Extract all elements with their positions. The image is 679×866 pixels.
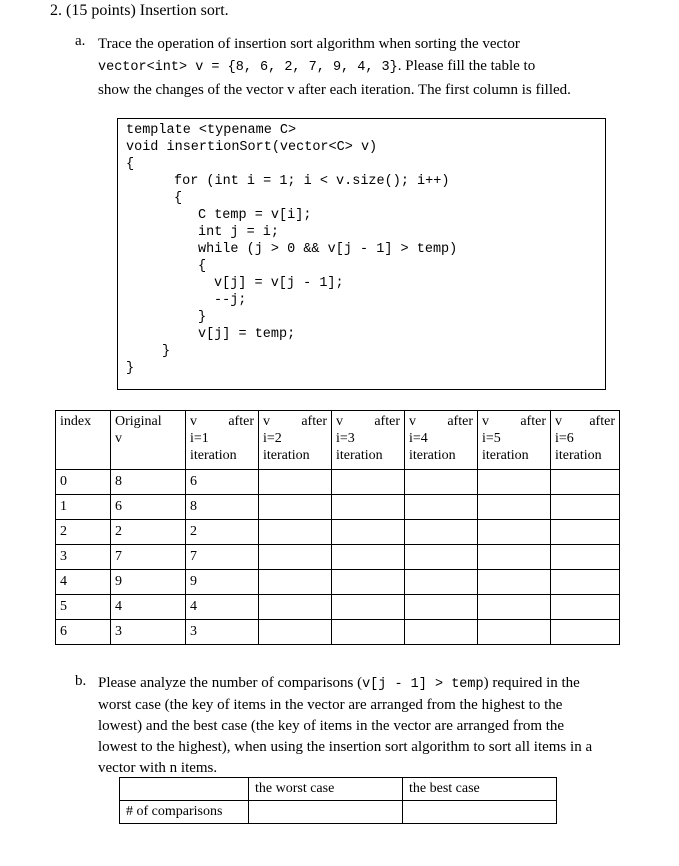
answer-cell[interactable]: [332, 520, 405, 545]
part-a-vector-code: vector<int> v = {8, 6, 2, 7, 9, 4, 3}: [98, 60, 398, 75]
index-cell: 1: [56, 495, 111, 520]
answer-cell[interactable]: [551, 570, 620, 595]
table-row: [56, 545, 620, 570]
code-line: while (j > 0 && v[j - 1] > temp): [198, 242, 458, 257]
answer-cell[interactable]: [405, 545, 478, 570]
code-line: for (int i = 1; i < v.size(); i++): [174, 174, 450, 189]
answer-cell[interactable]: [259, 620, 332, 645]
answer-cell[interactable]: [551, 545, 620, 570]
code-line: --j;: [214, 293, 247, 308]
answer-cell[interactable]: [259, 570, 332, 595]
part-b-text-2: ) required in the: [483, 675, 580, 691]
trace-header-row: [56, 411, 620, 470]
header-iter-6: v after i=6 iteration: [551, 411, 620, 470]
worst-case-header: the worst case: [249, 778, 403, 801]
code-line: {: [126, 157, 135, 172]
header-iter-2: v after i=2 iteration: [259, 411, 332, 470]
comparison-corner-cell: [120, 778, 249, 801]
iter-1-cell: 9: [186, 570, 259, 595]
part-a-text-3: show the changes of the vector v after each iteration. The first column is filled.: [98, 82, 571, 98]
code-block: [117, 118, 606, 390]
answer-cell[interactable]: [405, 470, 478, 495]
table-row: [56, 620, 620, 645]
code-line: v[j] = temp;: [198, 327, 296, 342]
table-row: [56, 570, 620, 595]
answer-cell[interactable]: [332, 595, 405, 620]
answer-cell[interactable]: [478, 495, 551, 520]
original-cell: 7: [111, 545, 186, 570]
part-b-text-5: lowest to the highest), when using the insertion sort algorithm to sort all items in a: [98, 739, 593, 755]
answer-cell[interactable]: [259, 595, 332, 620]
part-b-text-4: lowest) and the best case (the key of items in the vector are arranged from the: [98, 718, 565, 734]
iter-1-cell: 4: [186, 595, 259, 620]
index-cell: 4: [56, 570, 111, 595]
iter-1-cell: 2: [186, 520, 259, 545]
code-line: {: [198, 259, 207, 274]
answer-cell[interactable]: [259, 470, 332, 495]
table-row: [56, 495, 620, 520]
answer-cell[interactable]: [259, 495, 332, 520]
original-cell: 3: [111, 620, 186, 645]
index-cell: 3: [56, 545, 111, 570]
part-a-instructions: [98, 33, 658, 101]
original-cell: 9: [111, 570, 186, 595]
answer-cell[interactable]: [332, 495, 405, 520]
comparison-header-row: [120, 778, 557, 801]
trace-table: [55, 410, 620, 645]
part-a-text-1: Trace the operation of insertion sort algorithm when sorting the vector: [98, 36, 520, 52]
header-iter-1: v after i=1 iteration: [186, 411, 259, 470]
original-cell: 8: [111, 470, 186, 495]
table-row: [56, 470, 620, 495]
table-row: [56, 595, 620, 620]
question-title: 2. (15 points) Insertion sort.: [50, 2, 229, 19]
answer-cell[interactable]: [332, 545, 405, 570]
header-iter-4: v after i=4 iteration: [405, 411, 478, 470]
comparisons-row-label: # of comparisons: [120, 801, 249, 824]
answer-cell[interactable]: [405, 570, 478, 595]
answer-cell[interactable]: [405, 520, 478, 545]
code-line: template <typename C>: [126, 123, 297, 138]
best-case-header: the best case: [403, 778, 557, 801]
comparison-table: [119, 777, 557, 824]
answer-cell[interactable]: [478, 595, 551, 620]
iter-1-cell: 8: [186, 495, 259, 520]
code-line: }: [162, 344, 171, 359]
answer-cell[interactable]: [405, 495, 478, 520]
iter-1-cell: 3: [186, 620, 259, 645]
best-case-answer-cell[interactable]: [403, 801, 557, 824]
answer-cell[interactable]: [332, 470, 405, 495]
code-line: }: [126, 361, 135, 376]
iter-1-cell: 7: [186, 545, 259, 570]
part-b-instructions: [98, 673, 658, 779]
answer-cell[interactable]: [478, 520, 551, 545]
code-line: int j = i;: [198, 225, 280, 240]
part-b-text-3: worst case (the key of items in the vector are arranged from the highest to the: [98, 697, 563, 713]
table-row: [56, 520, 620, 545]
answer-cell[interactable]: [478, 620, 551, 645]
answer-cell[interactable]: [259, 545, 332, 570]
index-cell: 0: [56, 470, 111, 495]
worst-case-answer-cell[interactable]: [249, 801, 403, 824]
answer-cell[interactable]: [478, 570, 551, 595]
code-line: {: [174, 191, 183, 206]
answer-cell[interactable]: [551, 470, 620, 495]
part-b-text-1: Please analyze the number of comparisons (: [98, 675, 363, 691]
part-a-label: a.: [75, 33, 86, 49]
answer-cell[interactable]: [551, 595, 620, 620]
index-cell: 5: [56, 595, 111, 620]
index-cell: 2: [56, 520, 111, 545]
iter-1-cell: 6: [186, 470, 259, 495]
index-cell: 6: [56, 620, 111, 645]
answer-cell[interactable]: [259, 520, 332, 545]
part-b-label: b.: [75, 673, 87, 689]
part-b-comparison-code: v[j - 1] > temp: [362, 677, 484, 692]
answer-cell[interactable]: [332, 570, 405, 595]
original-cell: 4: [111, 595, 186, 620]
answer-cell[interactable]: [405, 595, 478, 620]
header-index: index: [56, 411, 111, 470]
answer-cell[interactable]: [478, 545, 551, 570]
answer-cell[interactable]: [405, 620, 478, 645]
answer-cell[interactable]: [332, 620, 405, 645]
code-line: v[j] = v[j - 1];: [214, 276, 344, 291]
original-cell: 6: [111, 495, 186, 520]
answer-cell[interactable]: [551, 520, 620, 545]
header-iter-5: v after i=5 iteration: [478, 411, 551, 470]
header-iter-3: v after i=3 iteration: [332, 411, 405, 470]
part-a-text-2: . Please fill the table to: [397, 58, 536, 74]
header-original: Original v: [111, 411, 186, 470]
comparison-value-row: [120, 801, 557, 824]
answer-cell[interactable]: [478, 470, 551, 495]
answer-cell[interactable]: [551, 495, 620, 520]
part-b-text-6: vector with n items.: [98, 760, 218, 776]
original-cell: 2: [111, 520, 186, 545]
code-line: void insertionSort(vector<C> v): [126, 140, 378, 155]
code-line: C temp = v[i];: [198, 208, 312, 223]
code-line: }: [198, 310, 207, 325]
answer-cell[interactable]: [551, 620, 620, 645]
